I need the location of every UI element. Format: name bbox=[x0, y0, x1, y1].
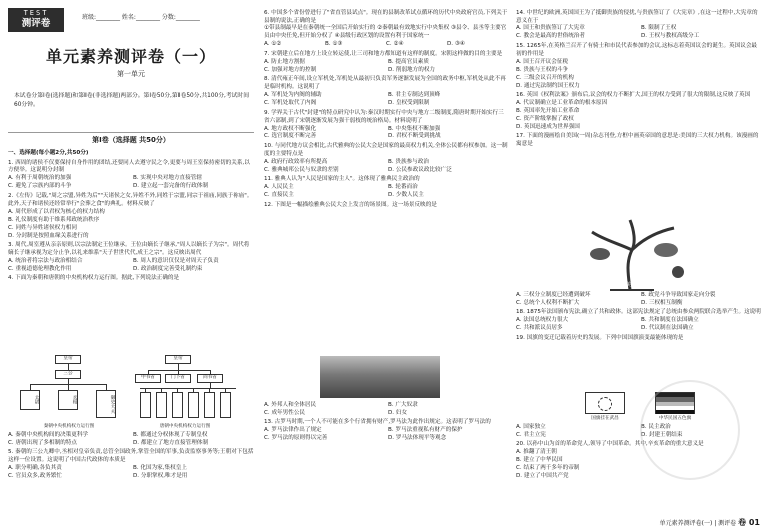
brand-badge bbox=[8, 8, 64, 32]
options-13 bbox=[264, 427, 508, 443]
option: C. 唐朝出现了多相制的特点 bbox=[8, 439, 77, 446]
option: C. 成年男性公民 bbox=[264, 409, 306, 416]
question-7: 7. 宋朝建立后在地方上设立转运使,让三司和地方都知道有这样的制度。宋朝这样做的目的主要是 bbox=[264, 50, 503, 57]
option: B. 君主专制达到顶峰 bbox=[388, 92, 441, 99]
tang-ministry-box bbox=[204, 392, 215, 418]
option: D. 罗马法体现平等观念 bbox=[388, 435, 447, 442]
column-3 bbox=[516, 8, 762, 149]
column-1 bbox=[8, 148, 254, 283]
flag-1 bbox=[585, 392, 625, 414]
qin-emperor-box: 皇帝 bbox=[55, 355, 81, 364]
option: C. 罗马法的原则得以完善 bbox=[264, 435, 328, 442]
option: A. 国王和贵族签订了大宪章 bbox=[516, 25, 585, 32]
question-18: 18. 1875年法国颁布宪法,确立了共和政体。这部宪法规定了总统由参众两院联合选举产生。这说明 bbox=[516, 309, 761, 316]
options-16 bbox=[516, 100, 762, 132]
tang-ministry-box bbox=[220, 392, 231, 418]
option: B. 英国率先开始工业革命 bbox=[516, 108, 580, 115]
option: B. ①③ bbox=[325, 41, 343, 48]
page-title: 单元素养测评卷（一） bbox=[45, 47, 216, 66]
options-14 bbox=[516, 25, 762, 41]
options-2 bbox=[8, 209, 254, 241]
question-12: 12. 下图是一幅描绘雅典公民大会上发言的场景图。这一场景反映的是 bbox=[264, 201, 437, 208]
options-10 bbox=[264, 159, 508, 175]
page-footer bbox=[660, 517, 760, 529]
option: C. 选官制度不断完善 bbox=[264, 133, 317, 140]
qin-caption: 秦朝中央机构权力运行图 bbox=[43, 424, 95, 429]
option: C. 总统个人权利不断扩大 bbox=[516, 299, 580, 306]
section-heading: 第Ⅰ卷（选择题 共50分） bbox=[8, 132, 254, 146]
exam-intro: 本试卷分第Ⅰ卷(选择题)和第Ⅱ卷(非选择题)两部分。第Ⅰ卷50分,第Ⅱ卷50分,共100分,考试时间60分钟。 bbox=[14, 93, 250, 108]
watermark-seal bbox=[640, 380, 740, 480]
options-4 bbox=[8, 432, 254, 448]
options-18 bbox=[516, 317, 762, 333]
option: D. 君权不断受到挑战 bbox=[388, 133, 441, 140]
option: C. 避免了宗族内部的斗争 bbox=[8, 183, 72, 190]
question-4: 4. 下面为秦朝和唐朝的中央机构权力运行图。据此,下列说法正确的是 bbox=[8, 275, 180, 282]
options-5 bbox=[8, 465, 254, 481]
option: B. 共和制度在法国确立 bbox=[641, 317, 699, 324]
option: A. 秦朝中央机构间的决策更科学 bbox=[8, 432, 89, 438]
tang-ministry-box bbox=[156, 392, 167, 418]
question-17: 17. 下面的漫画绘自美国(一周)杂志刊登,方框中画英帝国的意思是:美国的三大权力机构。该漫画的寓意是 bbox=[516, 133, 759, 148]
page-number: 卷 01 bbox=[738, 518, 760, 527]
option: C. 重视道德伦理教化作用 bbox=[8, 265, 72, 272]
tree-cartoon bbox=[570, 214, 700, 292]
question-2: 2.《左传》记载,"周之宗盟,异姓为后""天诸侯之女,异姓不外,同姓于宗盟,同宗于祖庙,同族于祢庙"。此外,天子和诸侯还经常举行"会葬之食"的典礼。材料反映了 bbox=[8, 192, 253, 207]
question-10: 10. 与同代地方议会相比,古代雅典的公民大会是国家的最高权力机关,全体公民都有权参加。这一制度的主要特点是 bbox=[264, 142, 508, 157]
option: B. 贵族参与政治 bbox=[388, 158, 429, 165]
option: A. 国家独立 bbox=[516, 424, 546, 430]
tang-shangshu-box: 尚书省 bbox=[197, 374, 223, 383]
option: A. 统治者将宗法与政治相结合 bbox=[8, 257, 83, 264]
options-3 bbox=[8, 258, 254, 274]
option: B. 罗马法重视私有财产的保护 bbox=[388, 427, 463, 434]
question-14: 14. 中世纪的欧洲,英国国王为了抵御贵族的侵扰,与贵族签订了《大宪章》,在这一过程中,大宪章的意义在于 bbox=[516, 9, 758, 24]
option: B. 民主政治 bbox=[641, 424, 671, 430]
option: A. 罗马法律作出了规定 bbox=[264, 427, 322, 434]
option: C. 三级会议召开的机构 bbox=[516, 74, 574, 81]
options-9 bbox=[264, 126, 508, 142]
option: B. 广大奴隶 bbox=[388, 402, 418, 408]
option: D. 政治制度完善受礼制约束 bbox=[133, 265, 203, 272]
option: D. 英国迅速成为世界强国 bbox=[516, 123, 580, 130]
option: D. 削弱地方的权力 bbox=[388, 66, 436, 73]
option: B. 礼仪制度有助于维系邦政统治秩序 bbox=[8, 216, 100, 223]
tang-ministry-box bbox=[188, 392, 199, 418]
qin-chengxiang-box: 丞相 bbox=[58, 390, 78, 410]
option: C. ②④ bbox=[386, 41, 404, 48]
tang-zhongshu-box: 中书省 bbox=[135, 374, 161, 383]
option: D. 公民参政议政比较广泛 bbox=[388, 166, 452, 173]
options-7 bbox=[264, 59, 508, 75]
question-15: 15. 1265年,在英格兰召开了有骑士和市民代表参加的会议,这标志着英国议会的诞生。英国议会最初的作用是 bbox=[516, 42, 758, 57]
option: B. 政党斗争导致国家走向分裂 bbox=[641, 292, 716, 298]
question-8: 8. 清代雍正年间,设立军机处,军机处从最初只负责军务逐渐发展为全国的政务中枢,军机处从此不再是临时机构。这说明了 bbox=[264, 76, 506, 91]
option: C. 君主立宪 bbox=[516, 431, 546, 438]
option: D. 分职掌权,唯才是用 bbox=[133, 473, 188, 480]
footer-text: 单元素养测评卷(一) | 测评卷 bbox=[659, 520, 737, 527]
flag-2-caption: 中华民国五色旗 bbox=[658, 416, 692, 421]
options-11 bbox=[264, 184, 508, 200]
badge-bottom: 测评卷 bbox=[21, 18, 51, 29]
option: A. 代议制确立是工业革命的根本原因 bbox=[516, 100, 608, 107]
column-3-lower bbox=[516, 292, 762, 343]
tang-ministry-box bbox=[172, 392, 183, 418]
column-1-lower bbox=[8, 432, 254, 481]
option: D. 妇女 bbox=[388, 409, 408, 416]
option: A. 防止地方割据 bbox=[264, 58, 305, 65]
options-12 bbox=[264, 402, 508, 418]
tang-ministry-box bbox=[140, 392, 151, 418]
option: C. 军机处取代了内阁 bbox=[264, 100, 317, 107]
option: D. 王权与教权高级分工 bbox=[641, 33, 700, 40]
option: B. 限制了王权 bbox=[641, 25, 677, 32]
tang-menxia-box: 门下省 bbox=[165, 374, 191, 383]
option: D. ③④ bbox=[447, 41, 465, 48]
option: C. 官员众多,政务繁忙 bbox=[8, 473, 62, 480]
options-1 bbox=[8, 175, 254, 191]
option: A. 军机处为内阁的辅助 bbox=[264, 92, 322, 99]
option: D. 分封制是按照血缘关系进行的 bbox=[8, 232, 89, 239]
option: C. 雅典城邦公民与奴隶的差别 bbox=[264, 166, 339, 173]
option: A. 职分明确,各负其责 bbox=[8, 465, 62, 472]
option: A. 政府行政效率有所提高 bbox=[264, 158, 328, 165]
option: A. 周代形成了以君权为核心的权力结构 bbox=[8, 208, 105, 215]
option: B. 实现中央对地方直接管辖 bbox=[133, 175, 202, 182]
option: D. 都建立了地方直接管理体制 bbox=[133, 439, 208, 446]
option: A. 法国总统权力很大 bbox=[516, 317, 569, 324]
qin-sangong-box: 三公 bbox=[55, 370, 81, 379]
question-13: 13. 古罗马时期,一个人不可能在多个行省拥有财产,罗马法为此作出规定。这表明了罗马法的 bbox=[264, 419, 491, 426]
option: C. 同姓与异姓诸侯权力相同 bbox=[8, 224, 77, 231]
option: B. 轮番而治 bbox=[388, 184, 418, 191]
options-17 bbox=[516, 292, 762, 308]
option: B. 提高官员素质 bbox=[388, 58, 429, 65]
question-19: 19. 国旗的变迁记载着历史的发展。下列中国国旗演变最能体现的是 bbox=[516, 334, 684, 341]
option: C. 教会是最高的世俗统治者 bbox=[516, 33, 585, 40]
option: D. 三权相互制衡 bbox=[641, 299, 683, 306]
option: B. 化国为家,集权皇上 bbox=[133, 465, 187, 472]
question-9: 9. 学界关于古代"封建"的特点研究中认为:秦汉时期实行中央与地方二级制度,隋唐时期开始实行三省六部制,到了宋朝逐渐发展为强干弱枝的统治格局。材料说明了 bbox=[264, 109, 504, 124]
option: B. 建立了中华民国 bbox=[516, 457, 563, 464]
option: A. 人民民主 bbox=[264, 184, 294, 191]
option: A. ①② bbox=[264, 41, 282, 48]
option: C. 直接民主 bbox=[264, 192, 294, 199]
option: A. 有利于周朝统治的加强 bbox=[8, 175, 72, 182]
option: A. 三权分立制度已经遭到破坏 bbox=[516, 292, 591, 298]
options-15 bbox=[516, 59, 762, 91]
option: C. 资产阶级掌握了政权 bbox=[516, 115, 574, 122]
question-16: 16. 英国《权利法案》颁布后,议会的权力不断扩大,国王的权力受到了很大的限制,这反映了英国 bbox=[516, 92, 751, 99]
options-8 bbox=[264, 92, 508, 108]
qin-taiwei-box: 太尉 bbox=[20, 390, 40, 410]
column-2-lower bbox=[264, 402, 508, 443]
student-fields: 班级:________ 姓名:________ 分数:________ bbox=[82, 14, 200, 21]
option: B. 贵族与王权的斗争 bbox=[516, 66, 569, 73]
qin-yushi-box: 御史大夫 bbox=[96, 390, 116, 418]
option: B. 都通过分权体现了专制皇权 bbox=[133, 432, 208, 438]
option: A. 地方政权不断强化 bbox=[264, 125, 317, 132]
option: B. 周人的意识仅仅是对周天子负责 bbox=[133, 257, 219, 264]
option: A. 国王召开议会征税 bbox=[516, 58, 569, 65]
assembly-photo bbox=[320, 356, 440, 398]
question-5: 5. 秦朝的三公九卿中,丞相对皇帝负责,总管全国政务,掌管全国的军事,负责监察事务等;王朝对下包括这样一位设置。这说明了中国古代政体的本质是 bbox=[8, 449, 254, 464]
part-heading: 一、选择题(每小题2分,共50分) bbox=[8, 150, 89, 156]
flag-1-caption: 国旗挂在武昌 bbox=[591, 416, 619, 421]
tang-caption: 唐朝中央机构权力运行图 bbox=[159, 424, 211, 429]
option: D. 皇权受到限制 bbox=[388, 100, 430, 107]
option: D. 封建王朝结束 bbox=[641, 431, 683, 438]
option: D. 代议制在法国确立 bbox=[641, 325, 694, 332]
option: D. 建立了中国共产党 bbox=[516, 473, 569, 480]
options-6 bbox=[264, 41, 508, 49]
option: A. 外邦人和全体居民 bbox=[264, 402, 317, 408]
badge-top: TEST bbox=[23, 9, 49, 17]
option: D. 少数人民主 bbox=[388, 192, 424, 199]
option: B. 中央集权不断加强 bbox=[388, 125, 441, 132]
question-1: 1. 西周的诸侯不仅要保持自身作用的团结,还要同人去遵守民之令,更要与周王室保持密切的关系,以方便举。这说明分封制 bbox=[8, 159, 250, 174]
question-6: 6. 中国多个省份曾进行了"省直管县试点"。现在的县制改革试点循环的历代中央政府官员,下列关于县制的说法,正确的是 bbox=[264, 9, 508, 24]
option: A. 推翻了清王朝 bbox=[516, 449, 557, 456]
column-2 bbox=[264, 8, 508, 210]
cartoon-caption: 美国三权分立 bbox=[626, 282, 657, 288]
question-11: 11. 雅典人认为"人民是国家的主人"。这体现了雅典民主政治的 bbox=[264, 176, 420, 183]
question-6-statements: ①带县制最早是在秦朝统一全国后开始实行的 ②秦朝最有效地实行中央集权 ③县令、县丞等主要官员由中央任免,但开始分权了 ④县级行政区划的设置有利于国家统一 bbox=[264, 25, 507, 40]
option: D. 通过宪法制约国王权力 bbox=[516, 82, 580, 89]
tang-emperor-box: 皇帝 bbox=[165, 355, 191, 364]
option: C. 加强对地方的控制 bbox=[264, 66, 317, 73]
option: D. 建立起一套完备的行政体制 bbox=[133, 183, 208, 190]
option: C. 结束了两千多年的帝制 bbox=[516, 465, 580, 472]
question-20: 20. 以孙中山为首的革命党人,领导了中国革命。其中,辛亥革命的重大意义是 bbox=[516, 441, 704, 448]
page-subtitle: 第一单元 bbox=[117, 70, 145, 78]
question-3: 3. 周代,周室遵从亲亲原则,以宗法制定王位继承。王位由嫡长子继承,"周人以嫡长子为宗"。周代将嫡长子继承视为定分止争,以礼来维系"天子世世代代,成王之宗"。这反映出周代 bbox=[8, 242, 250, 257]
option: C. 共和派议员居多 bbox=[516, 325, 563, 332]
